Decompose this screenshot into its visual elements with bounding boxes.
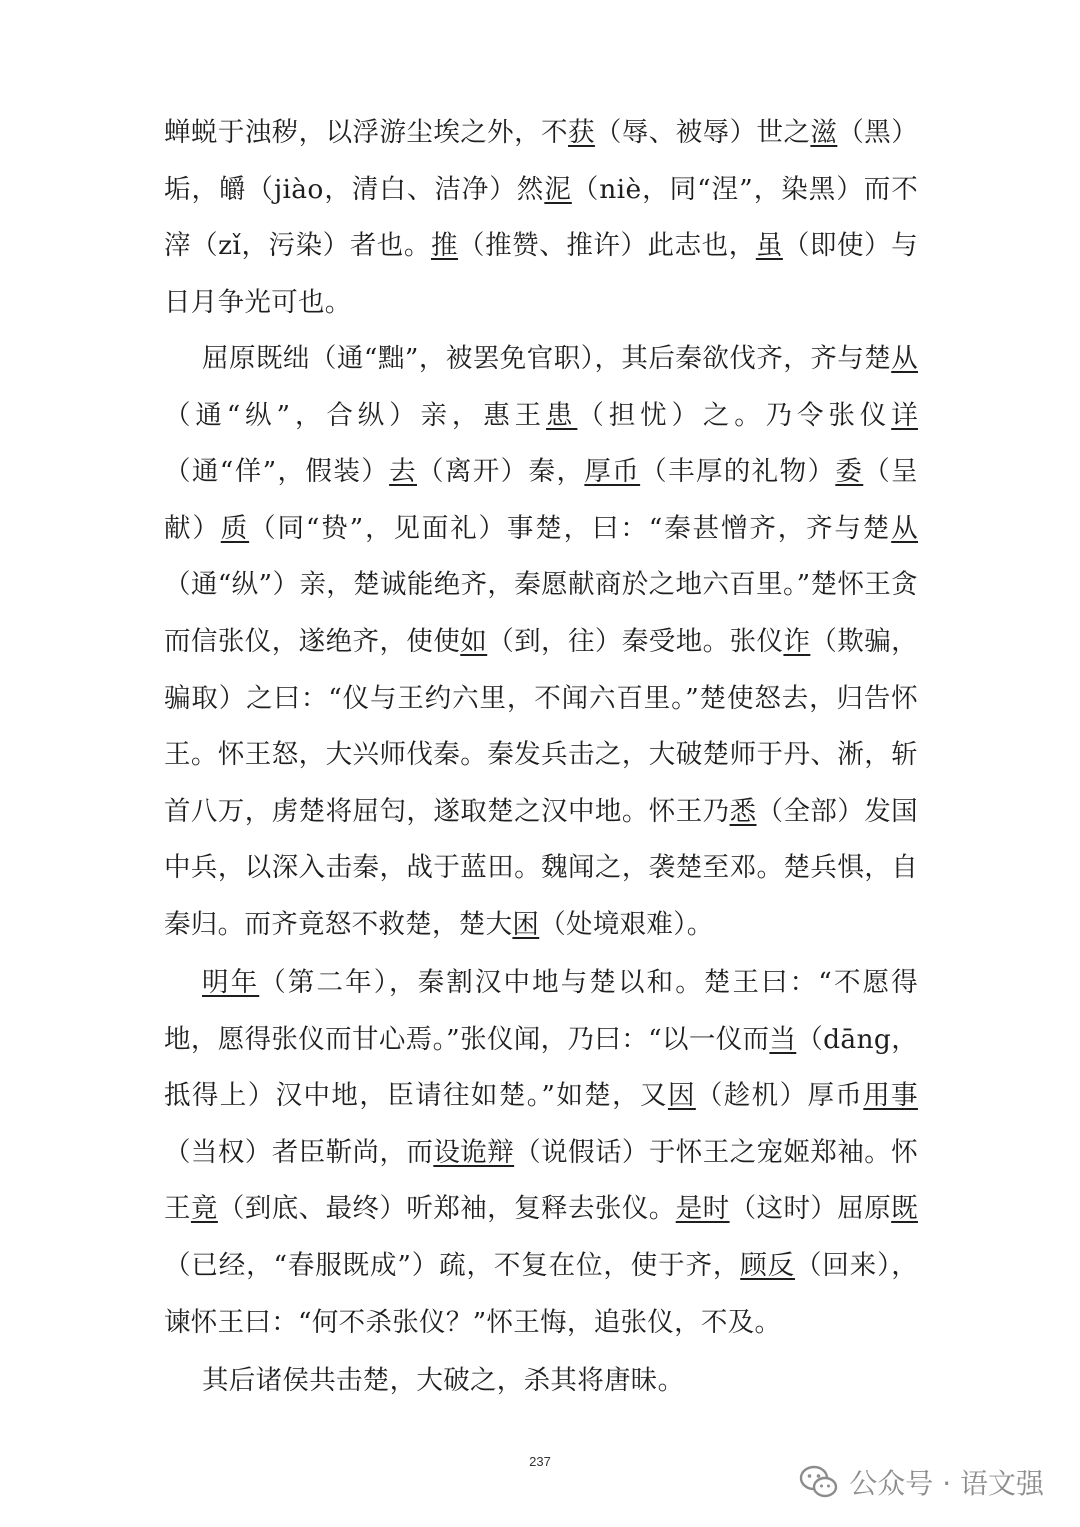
text-segment: （通“佯”，假装） bbox=[164, 456, 390, 488]
annotated-word: 详 bbox=[891, 399, 918, 431]
annotated-word: 明年 bbox=[202, 967, 260, 998]
annotated-word: 滋 bbox=[810, 117, 838, 148]
text-segment: 蝉蜕于浊秽，以浮游尘埃之外，不 bbox=[164, 117, 568, 148]
paragraph-4 bbox=[164, 1353, 918, 1410]
annotated-word: 当 bbox=[769, 1023, 797, 1055]
text-segment: （通“纵”）亲，楚诚能绝齐，秦愿献商於之地六百里。”楚怀王贪而信张仪，遂绝齐，使使 bbox=[164, 569, 918, 657]
text-segment: （当权）者臣靳尚，而 bbox=[164, 1136, 434, 1168]
paragraph-3 bbox=[164, 955, 918, 1351]
text-segment: （担忧）之。乃令张仪 bbox=[577, 399, 892, 431]
annotated-word: 因 bbox=[667, 1080, 696, 1112]
text-segment: （dāng，抵得上）汉中地，臣请往如楚。”如楚，又 bbox=[164, 1023, 918, 1112]
annotated-word: 委 bbox=[835, 456, 864, 488]
text-segment: （第二年），秦割汉中地与楚以和。楚王曰：“不愿得地，愿得张仪而甘心焉。”张仪闻，乃曰：“以一仪而 bbox=[164, 967, 918, 1055]
paragraph-1 bbox=[164, 105, 918, 331]
annotated-word: 推 bbox=[430, 230, 459, 262]
annotated-word: 设诡辩 bbox=[433, 1136, 515, 1168]
annotated-word: 悉 bbox=[729, 795, 757, 827]
annotated-word: 竟 bbox=[190, 1193, 218, 1225]
text-segment: （处境艰难）。 bbox=[539, 908, 714, 940]
text-segment: （推赞、推许）此志也， bbox=[458, 230, 756, 262]
annotated-word: 泥 bbox=[544, 173, 572, 205]
annotated-word: 既 bbox=[891, 1193, 918, 1225]
text-segment: （说假话）于怀王之宠姬郑袖。怀王 bbox=[164, 1136, 919, 1225]
annotated-word: 诈 bbox=[783, 625, 811, 657]
annotated-word: 从 bbox=[891, 343, 918, 374]
text-segment: （即使）与日月争光可也。 bbox=[164, 230, 918, 318]
text-segment: （丰厚的礼物） bbox=[640, 456, 836, 488]
watermark bbox=[799, 1462, 1044, 1502]
watermark-text: 公众号 · 语文强 bbox=[849, 1467, 1044, 1500]
annotated-word: 用事 bbox=[863, 1080, 918, 1112]
annotated-word: 获 bbox=[567, 117, 595, 148]
text-segment: （全部）发国中兵，以深入击秦，战于蓝田。魏闻之，袭楚至邓。楚兵惧，自秦归。而齐竟怒不救楚，楚大 bbox=[164, 795, 918, 940]
annotated-word: 去 bbox=[389, 456, 417, 488]
text-segment: （趁机）厚币 bbox=[695, 1080, 864, 1112]
annotated-word: 顾反 bbox=[740, 1249, 795, 1281]
text-segment: （离开）秦， bbox=[417, 456, 585, 488]
text-segment: （黑）垢，皭（jiào，清白、洁净）然 bbox=[164, 117, 918, 205]
page-number: 237 bbox=[529, 1454, 551, 1469]
text-segment: （辱、被辱）世之 bbox=[594, 117, 811, 148]
text-segment: （回来），谏怀王曰：“何不杀张仪？”怀王悔，追张仪，不及。 bbox=[164, 1249, 918, 1338]
annotated-word: 如 bbox=[460, 625, 488, 657]
text-segment: （到，往）秦受地。张仪 bbox=[487, 625, 784, 657]
annotated-word: 从 bbox=[891, 512, 918, 544]
text-segment: （已经，“春服既成”）疏，不复在位，使于齐， bbox=[164, 1249, 741, 1281]
annotated-word: 厚币 bbox=[584, 456, 641, 488]
paragraph-2 bbox=[164, 331, 918, 954]
text-segment: （同“贽”，见面礼）事楚，曰：“秦甚憎齐，齐与楚 bbox=[249, 512, 892, 544]
text-segment: 其后诸侯共击楚，大破之，杀其将唐昧。 bbox=[202, 1365, 685, 1396]
text-segment: 屈原既绌（通“黜”，被罢免官职），其后秦欲伐齐，齐与楚 bbox=[202, 343, 892, 374]
annotated-word: 患 bbox=[546, 399, 578, 431]
text-segment: （呈献） bbox=[164, 456, 918, 544]
text-segment: （niè，同“涅”，染黑）而不滓（zǐ，污染）者也。 bbox=[164, 173, 918, 262]
wechat-icon bbox=[799, 1465, 839, 1499]
annotated-word: 是时 bbox=[675, 1193, 730, 1225]
text-segment: （这时）屈原 bbox=[729, 1193, 892, 1225]
text-segment: （欺骗，骗取）之曰：“仪与王约六里，不闻六百里。”楚使怒去，归告怀王。怀王怒，大兴师伐秦。秦发兵击之，大破楚师于丹、淅，斩首八万，虏楚将屈匄，遂取楚之汉中地。怀王乃 bbox=[164, 625, 918, 827]
text-segment: （通“纵”，合纵）亲，惠王 bbox=[164, 399, 547, 431]
annotated-word: 虽 bbox=[755, 230, 783, 262]
annotated-word: 困 bbox=[512, 908, 540, 940]
annotated-word: 质 bbox=[220, 512, 250, 544]
text-segment: （到底、最终）听郑袖，复释去张仪。 bbox=[217, 1193, 676, 1225]
